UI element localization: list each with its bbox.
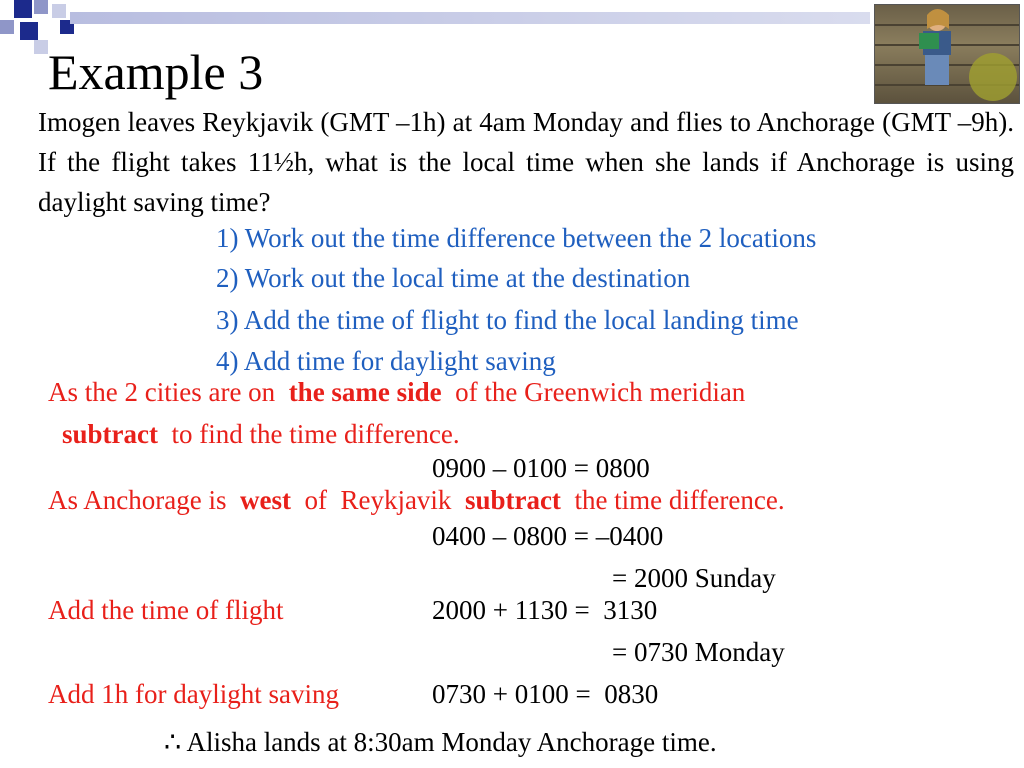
- calc-flight-result: = 0730 Monday: [612, 637, 785, 667]
- student-reading-photo: [874, 4, 1020, 104]
- subtract-line: [62, 416, 460, 452]
- step-2: 2) Work out the local time at the destination: [216, 263, 691, 293]
- west-text-f: the time difference.: [574, 485, 785, 515]
- conclusion-text: Alisha lands at 8:30am Monday Anchorage time.: [186, 727, 717, 757]
- calc-flight: [432, 592, 657, 628]
- step-3: 3) Add the time of flight to find the local landing time: [216, 305, 799, 335]
- same-side-emphasis: the same side: [288, 377, 442, 407]
- calc-flight-expression: 2000 + 1130 =: [432, 595, 590, 625]
- step-1: 1) Work out the time difference between the 2 locations: [216, 223, 817, 253]
- problem-statement: Imogen leaves Reykjavik (GMT –1h) at 4am Monday and flies to Anchorage (GMT –9h). If the flight takes 11½h, what is the local time when she lands if Anchorage is using daylight saving time?: [38, 107, 1014, 217]
- flight-time-label: Add the time of flight: [48, 595, 284, 625]
- west-emphasis: west: [239, 485, 291, 515]
- calc-flight-sum: 3130: [603, 595, 658, 625]
- west-subtract-emphasis: subtract: [464, 485, 561, 515]
- calc-time-difference: 0900 – 0100 = 0800: [432, 453, 650, 483]
- west-line: [48, 482, 785, 518]
- calc-daylight: [432, 676, 658, 712]
- daylight-saving-label: Add 1h for daylight saving: [48, 679, 339, 709]
- page-title: Example 3: [48, 44, 264, 100]
- same-side-text-c: of the Greenwich meridian: [455, 377, 746, 407]
- calc-daylight-expression: 0730 + 0100 =: [432, 679, 591, 709]
- west-text-c: of: [304, 485, 327, 515]
- west-text-a: As Anchorage is: [48, 485, 227, 515]
- subtract-text: to find the time difference.: [171, 419, 460, 449]
- therefore-symbol: ∴: [164, 727, 182, 757]
- calc-local-result: = 2000 Sunday: [612, 563, 776, 593]
- conclusion: [164, 724, 717, 760]
- step-4: 4) Add time for daylight saving: [216, 346, 556, 376]
- subtract-emphasis: subtract: [62, 419, 158, 449]
- same-side-text-a: As the 2 cities are on: [48, 377, 276, 407]
- same-side-line: [48, 374, 745, 410]
- calc-local-time: 0400 – 0800 = –0400: [432, 521, 664, 551]
- calc-daylight-result: 0830: [604, 679, 659, 709]
- west-text-d: Reykjavik: [340, 485, 452, 515]
